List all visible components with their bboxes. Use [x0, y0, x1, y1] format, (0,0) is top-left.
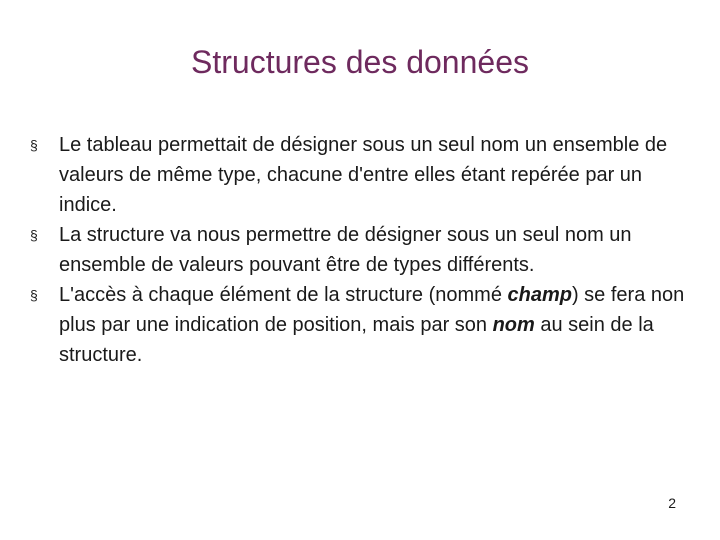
bullet-text: Le tableau permettait de désigner sous un seul nom un ensemble de valeurs de même type, chacune d'entre elles étant repérée par un indice.	[59, 134, 668, 216]
bullet-list	[30, 130, 700, 370]
bullet-text: La structure va nous permettre de désigner sous un seul nom un ensemble de valeurs pouvant être de types différents.	[59, 224, 632, 276]
emphasis-nom: nom	[492, 314, 535, 336]
bullet-item-1	[30, 130, 700, 220]
bullet-text: L'accès à chaque élément de la structure (nommé	[59, 284, 508, 306]
bullet-item-3	[30, 280, 700, 370]
emphasis-champ: champ	[507, 284, 572, 306]
bullet-text: au sein de la structure.	[59, 314, 654, 366]
bullet-item-2	[30, 220, 700, 280]
bullet-marker-icon: §	[30, 137, 38, 153]
bullet-marker-icon: §	[30, 287, 38, 303]
bullet-marker-icon: §	[30, 227, 38, 243]
page-number: 2	[668, 495, 676, 511]
bullet-text: ) se fera non plus par une indication de position, mais par son	[59, 284, 685, 336]
slide-title: Structures des données	[191, 44, 529, 80]
